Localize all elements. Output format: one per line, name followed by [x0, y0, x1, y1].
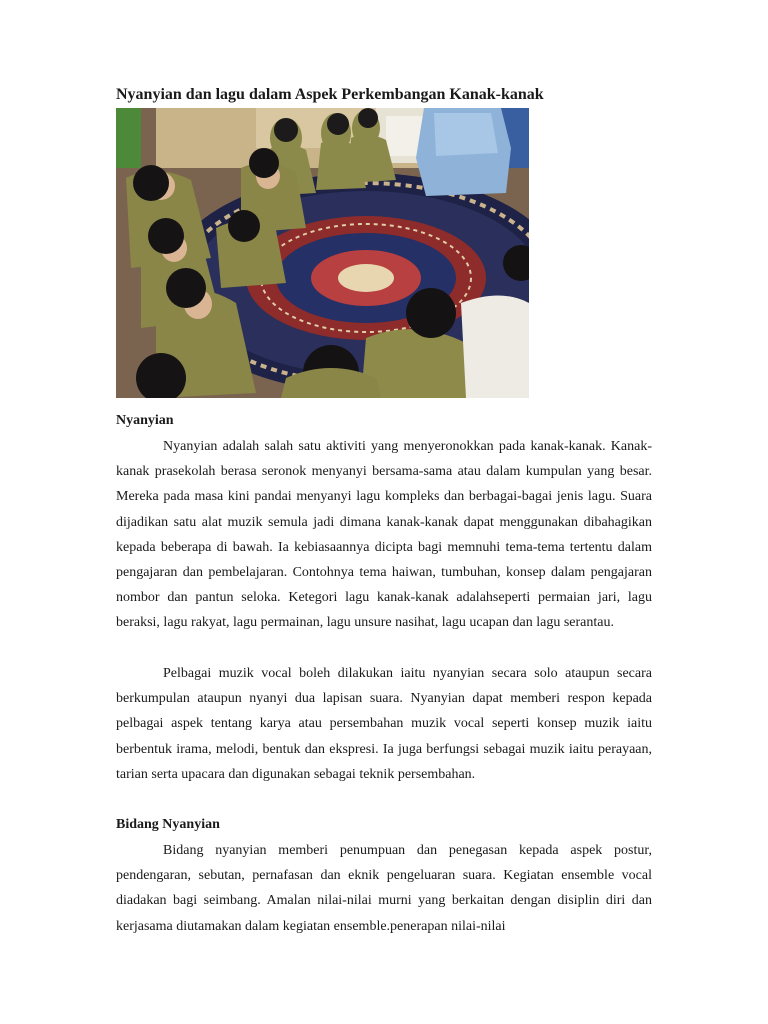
paragraph-nyanyian-2: Pelbagai muzik vocal boleh dilakukan iaitu nyanyian secara solo ataupun secara berkumpulan ataupun nyanyi dua lapisan suara. Nyanyian dapat memberi respon kepada pelbagai aspek tentang karya atau persembahan muzik vocal seperti konsep muzik iaitu berbentuk irama, melodi, bentuk dan ekspresi. Ia juga berfungsi sebagai muzik iaitu perayaan, tarian serta upacara dan digunakan sebagai teknik persembahan.	[116, 666, 652, 782]
paragraph-bidang-nyanyian: Bidang nyanyian memberi penumpuan dan penegasan kepada aspek postur, pendengaran, sebutan, pernafasan dan eknik pengeluaran suara. Kegiatan ensemble vocal diadakan bagi seimbang. Amalan nilai-nilai murni yang berkaitan dengan disiplin diri dan kerjasama diutamakan dalam kegiatan ensemble.penerapan nilai-nilai	[116, 843, 652, 934]
document-title: Nyanyian dan lagu dalam Aspek Perkembangan Kanak-kanak	[116, 86, 544, 103]
section-heading-bidang-nyanyian: Bidang Nyanyian	[116, 817, 220, 832]
paragraph-nyanyian-1: Nyanyian adalah salah satu aktiviti yang menyeronokkan pada kanak-kanak. Kanak-kanak prasekolah berasa seronok menyanyi bersama-sama atau dalam kumpulan yang besar. Mereka pada masa kini pandai menyanyi lagu kompleks dan berbagai-bagai jenis lagu. Suara dijadikan satu alat muzik semula jadi dimana kanak-kanak dapat menggunakan dibahagikan kepada beberapa di bawah. Ia kebiasaannya dicipta bagi memnuhi tema-tema tertentu dalam pengajaran dan pembelajaran. Contohnya tema haiwan, tumbuhan, konsep dalam pengajaran nombor dan pantun seloka. Ketegori lagu kanak-kanak adalahseperti permaian jari, lagu beraksi, lagu rakyat, lagu permainan, lagu unsure nasihat, lagu ucapan dan lagu serantau.	[116, 439, 652, 631]
section-heading-nyanyian: Nyanyian	[116, 413, 174, 428]
photo-children-singing	[116, 108, 529, 398]
photo-illustration	[116, 108, 529, 398]
